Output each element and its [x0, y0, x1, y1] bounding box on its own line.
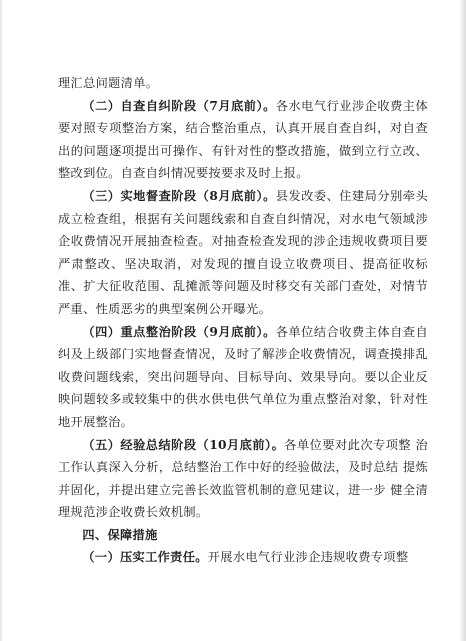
measure-paragraph-1	[58, 546, 428, 569]
measure-heading-1: （一）压实工作责任。	[82, 550, 208, 565]
stage-body-2: 各水电气行业涉企收费主体要对照专项整治方案，结合整治重点，认真开展自查自纠，对自查出的问题逐项提出可操作、有针对性的整改措施，做到立行立改、整改到位。自查自纠情况要按要求及时上报。	[58, 98, 429, 181]
document-body	[58, 72, 428, 569]
stage-heading-3: （三）实地督查阶段（8月底前）。	[82, 188, 276, 203]
stage-body-5: 各单位要对此次专项整 治工作认真深入分析，总结整治工作中好的经验做法，及时总结 提炼并固化，并提出建立完善长效监管机制的意见建议，进一步 健全清理规范涉企收费长效机制。	[58, 437, 428, 520]
page-edge-right	[459, 0, 466, 641]
stage-body-4: 各单位结合收费主体自查自纠及上级部门实地督查情况，及时了解涉企收费情况，调查摸排乱收费问题线索，突出问题导向、目标导向、效果导向。要以企业反映问题较多或较集中的供水供电供气单位为重点整治对象，针对性地开展整治。	[58, 324, 429, 429]
stage-heading-2: （二）自查自纠阶段（7月底前）。	[82, 98, 276, 113]
intro-tail-paragraph: 理汇总问题清单。	[58, 76, 159, 90]
stage-body-3: 县发改委、住建局分别牵头成立检查组，根据有关问题线索和自查自纠情况，对水电气领域涉企收费情况开展抽查检查。对抽查检查发现的涉企违规收费项目要严肃整改、坚决取消，对发现的擅自设立收费项目、提高征收标准、扩大征收范围、乱摊派等问题及时移交有关部门查处，对情节严重、性质恶劣的典型案例公开曝光。	[58, 188, 429, 316]
stage-paragraph-3	[58, 185, 428, 321]
measure-body-1: 开展水电气行业涉企违规收费专项整	[207, 550, 409, 565]
stage-paragraph-5	[58, 434, 428, 524]
stage-paragraph-4	[58, 321, 428, 434]
stage-paragraph-2	[58, 95, 428, 185]
stage-heading-5: （五）经验总结阶段（10月底前）。	[82, 437, 285, 452]
stage-heading-4: （四）重点整治阶段（9月底前）。	[82, 324, 276, 339]
page-edge-left	[0, 0, 3, 641]
section-heading-safeguards: 四、保障措施	[82, 527, 158, 542]
